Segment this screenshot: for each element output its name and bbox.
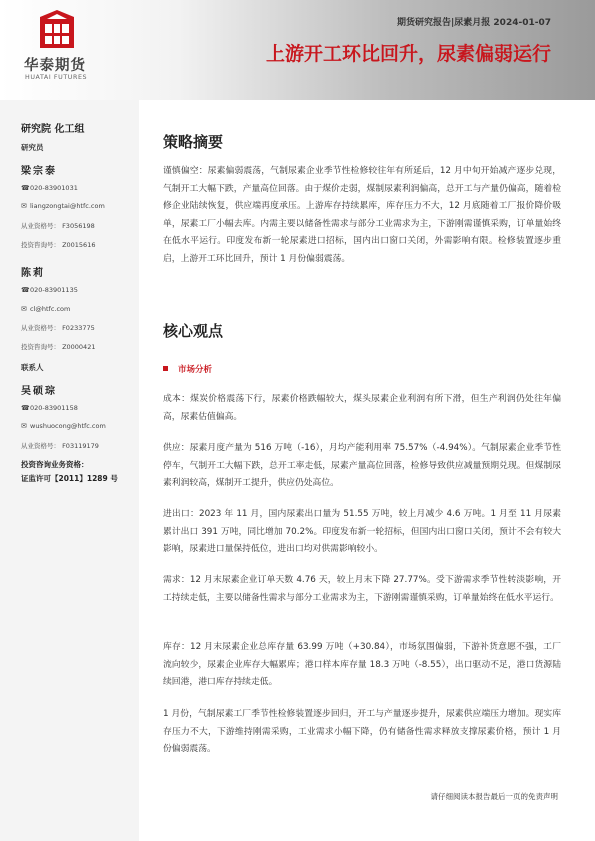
qualification-line-2: 证监许可【2011】1289 号 — [21, 474, 118, 483]
supply-paragraph: 供应：尿素月度产量为 516 万吨（-16），月均产能利用率 75.57%（-4.94%）。气制尿素企业季节性停车，气制开工大幅下跌，总开工率走低，尿素产量高位回落，检修导致供应减量预期兑现。但煤制尿素利润较高，煤制开工提升，供应仍处高位。 — [163, 443, 561, 488]
department-label: 研究院 化工组 — [21, 124, 85, 135]
contact-name: 吴硕琮 — [21, 386, 57, 397]
phone-icon: ☎ — [21, 404, 30, 412]
analyst-consult-no: 投资咨询号： Z0000421 — [21, 343, 96, 351]
analyst-phone: ☎020-83901135 — [21, 286, 78, 294]
researcher-label: 研究员 — [21, 143, 44, 152]
logo-chinese-name: 华泰期货 — [24, 58, 86, 74]
analyst-phone: ☎020-83901031 — [21, 184, 78, 192]
qualification-line-1: 投资咨询业务资格： — [21, 460, 89, 469]
bullet-square-icon — [163, 366, 168, 371]
disclaimer-note: 请仔细阅读本报告最后一页的免责声明 — [430, 792, 558, 801]
email-icon: ✉ — [21, 305, 27, 313]
email-icon: ✉ — [21, 422, 27, 430]
inventory-paragraph: 库存：12 月末尿素企业总库存量 63.99 万吨（+30.84），市场氛围偏弱，下游补货意愿不强，工厂流向较少，尿素企业库存大幅累库；港口样本库存量 18.3 万吨（-8.55），出口驱动不足，港口货源陆续回港，港口库存持续走低。 — [163, 642, 561, 687]
contact-phone: ☎020-83901158 — [21, 404, 78, 412]
report-meta: 期货研究报告|尿素月报 2024-01-07 — [397, 18, 551, 28]
summary-heading: 策略摘要 — [163, 133, 224, 151]
analyst-practice-no: 从业资格号： F0233775 — [21, 324, 95, 332]
analyst-name: 梁宗泰 — [21, 166, 57, 177]
analyst-practice-no: 从业资格号： F3056198 — [21, 222, 95, 230]
contact-practice-no: 从业资格号： F03119179 — [21, 442, 99, 450]
email-icon: ✉ — [21, 202, 27, 210]
outlook-paragraph: 1 月份，气制尿素工厂季节性检修装置逐步回归，开工与产量逐步提升，尿素供应端压力增加。现实库存压力不大，下游维持刚需采购，工业需求小幅下降，仍有储备性需求释放支撑尿素价格，预计 1 月份偏弱震荡。 — [163, 709, 561, 754]
analyst-consult-no: 投资咨询号： Z0015616 — [21, 241, 96, 249]
huatai-logo-icon — [40, 10, 74, 48]
contact-email[interactable]: ✉ wushuocong@htfc.com — [21, 422, 106, 430]
analyst-email[interactable]: ✉ liangzongtai@htfc.com — [21, 202, 105, 210]
contact-label: 联系人 — [21, 363, 44, 372]
import-export-paragraph: 进出口：2023 年 11 月，国内尿素出口量为 51.55 万吨，较上月减少 4.6 万吨。1 月至 11 月尿素累计出口 391 万吨，同比增加 70.2%。印度发布新一轮招标，但国内出口窗口关闭，预计不会有较大影响，尿素进口量保持低位，进出口均对供需影响较小。 — [163, 509, 561, 554]
analyst-name: 陈莉 — [21, 268, 45, 279]
report-title: 上游开工环比回升，尿素偏弱运行 — [265, 43, 551, 65]
summary-paragraph: 谨慎偏空：尿素偏弱震荡，气制尿素企业季节性检修较往年有所延后，12 月中旬开始减产逐步兑现，气制开工大幅下跌，产量高位回落。由于煤价走弱，煤制尿素利润偏高，总开工与产量仍偏高，随着检修企业陆续恢复，供应端再度承压。上游库存持续累库，库存压力不大，12 月底随着工厂报价降价吸单，尿素工厂小幅去库。内需主要以储备性需求与部分工业需求为主，下游刚需谨慎采购，订单量始终在低水平运行。印度发布新一轮尿素进口招标，国内出口窗口关闭，外需影响有限。检修装置逐步重启，上游开工环比回升，预计 1 月份偏弱震荡。 — [163, 166, 561, 264]
logo-english-name: HUATAI FUTURES — [25, 74, 88, 81]
market-analysis-subheading: 市场分析 — [163, 363, 212, 375]
core-heading: 核心观点 — [163, 322, 224, 340]
cost-paragraph: 成本：煤炭价格震荡下行，尿素价格跌幅较大，煤头尿素企业利润有所下滑，但生产利润仍处往年偏高，尿素估值偏高。 — [163, 394, 561, 422]
phone-icon: ☎ — [21, 184, 30, 192]
demand-paragraph: 需求：12 月末尿素企业订单天数 4.76 天，较上月末下降 27.77%。受下游需求季节性转淡影响，开工持续走低，主要以储备性需求与部分工业需求为主，下游刚需谨慎采购，订单量始终在低水平运行。 — [163, 575, 561, 603]
sidebar — [0, 100, 139, 841]
phone-icon: ☎ — [21, 286, 30, 294]
analyst-email[interactable]: ✉ cl@htfc.com — [21, 305, 71, 313]
